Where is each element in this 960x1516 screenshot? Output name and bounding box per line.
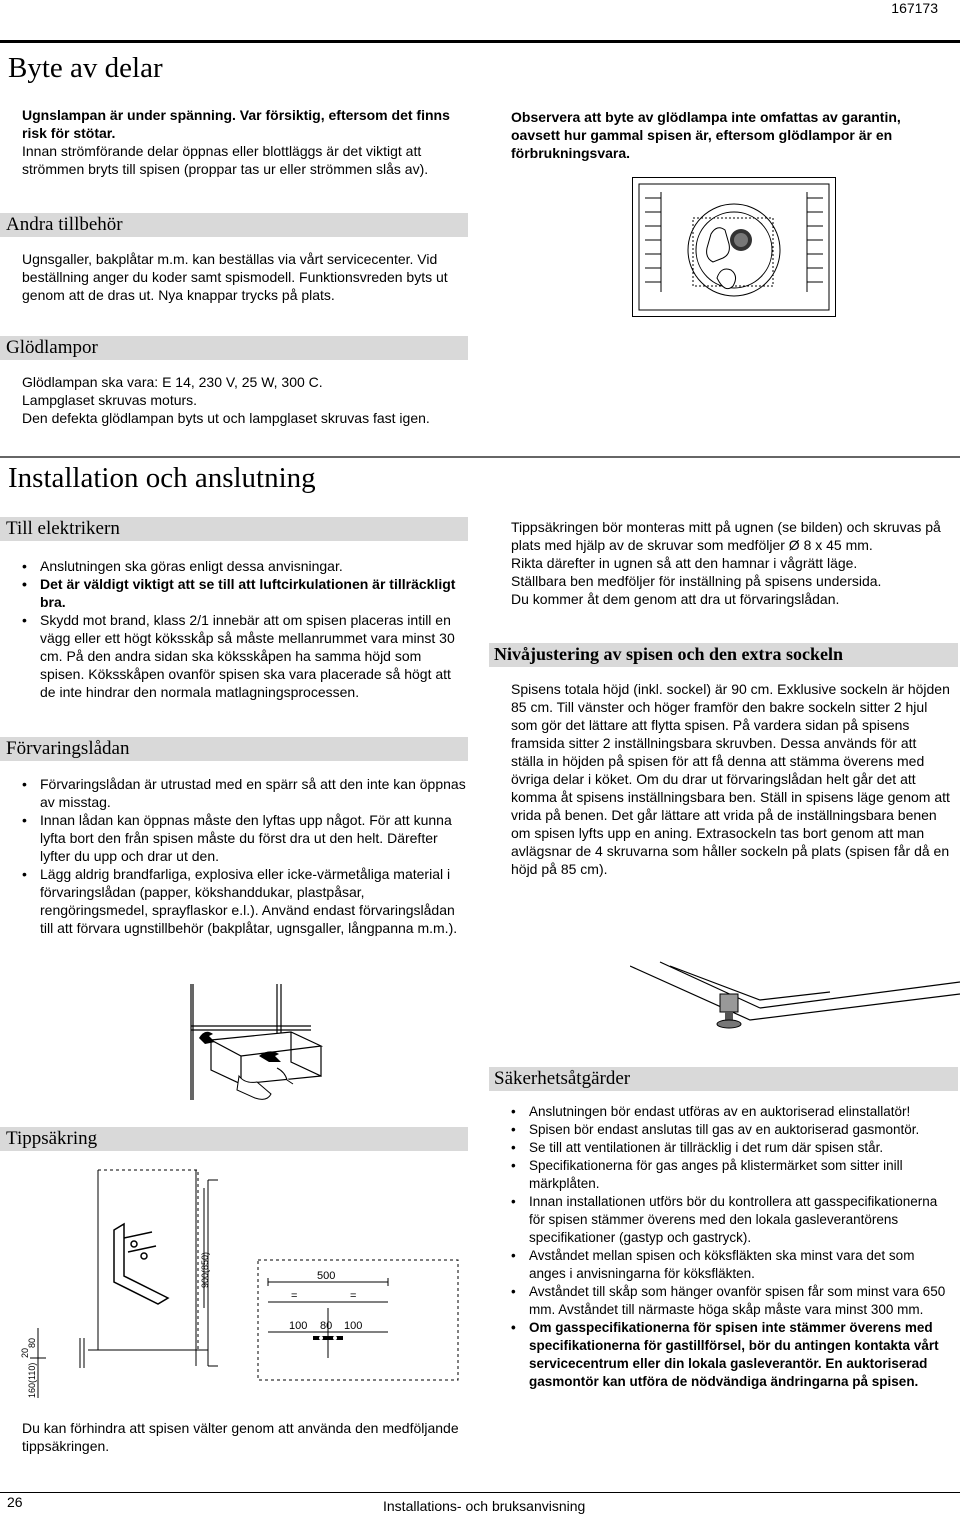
hand-icon [237,1068,293,1099]
tipp-figure [18,1158,468,1403]
section-till-elektrikern [0,517,468,541]
oven-interior-drawing [633,178,835,316]
list-item: • Anslutningen bör endast utföras av en auktoriserad elinstallatör! [511,1103,951,1121]
tipp-drawing [18,1158,468,1403]
glod-heading: Glödlampor [6,337,98,358]
drawer-figure [181,980,331,1105]
page-title: Byte av delar [8,52,163,84]
warning-block [22,106,467,178]
tipp-p4: Du kommer åt dem genom att dra ut förvaringslådan. [511,591,840,607]
dim-vert-80: 80 [27,1337,37,1348]
glod-line2: Lampglaset skruvas moturs. [22,392,198,408]
list-item: • Spisen bör endast anslutas till gas av en auktoriserad gasmontör. [511,1121,951,1139]
list-item: • Lägg aldrig brandfarliga, explosiva eller icke-värmetåliga material i förvaringslådan (papper, kökshanddukar, plastpåsar, rengöringsmedel, sprayflaskor e.l.). Använd endast förvaringslådan till att förvara ugnstillbehör (bakplåtar, ugnsgaller, långpanna m.m.). [22,865,467,937]
list-item: • Innan installationen utförs bör du kontrollera att gasspecifikationerna för spisen stämmer överens med den lokala gasleverantörens specifikationer (gastyp och gastryck). [511,1193,951,1247]
warning-text: Ugnslampan är under spänning. Var försiktig, eftersom det finns risk för stötar. [22,107,450,141]
niva-body: Spisens totala höjd (inkl. sockel) är 90 cm. Exklusive sockeln är höjden 85 cm. Till vänster och höger framför den bakre sockeln sitter 2 hjul som gör det lättare att flytta spisen. På vardera sidan på spisens framsida sitter 2 inställningsbara skruvben. Dessa används för att ställa in höjden på spisen för att få denna att stämma överens med övriga delar i köket. Om du drar ut förvaringslådan helt går det att komma åt spisens inställningsbara ben. Ställ in spisens läge genom att vrida på benen. Det går lättare att vrida på de inställningsbara benen om spisen lyfts upp en aning. Extrasockeln tas bort genom att man avlägsnar de 4 skruvarna som håller sockeln på plats (spisen får då en höjd på 85 cm). [511,681,950,877]
bracket-icon [114,1224,168,1304]
dim-100-b: 100 [344,1320,363,1332]
leveling-figure [630,960,960,1040]
oven-lamp-figure [632,177,836,317]
sakerhet-heading: Säkerhetsåtgärder [494,1068,631,1089]
footer-text: Installations- och bruksanvisning [383,1498,586,1514]
andra-heading: Andra tillbehör [6,214,123,235]
leveling-drawing [630,960,960,1040]
lamp-glass-icon [730,229,752,251]
section-sakerhetsatgarder [489,1067,958,1091]
list-item: • Det är väldigt viktigt att se till att luftcirkulationen är tillräckligt bra. [22,575,467,611]
tipp-p3: Ställbara ben medföljer för inställning på spisens undersida. [511,573,882,589]
section-forvaringsladan [0,737,468,761]
list-item: • Se till att ventilationen är tillräcklig i det rum där spisen står. [511,1139,951,1157]
document-number: 167173 [891,0,938,16]
section-nivajustering [489,643,958,667]
dim-vert-900: 900(850) [200,1251,210,1288]
tipp-caption: Du kan förhindra att spisen välter genom att använda den medföljande tippsäkringen. [22,1420,459,1454]
elektriker-heading: Till elektrikern [6,518,120,539]
adjustable-foot-icon [717,994,741,1028]
dim-eq-1: = [291,1290,298,1302]
dim-vert-160: 160(110) [27,1362,37,1398]
sakerhet-list [511,1103,951,1391]
dim-eq-2: = [350,1290,357,1302]
warning-body: Innan strömförande delar öppnas eller blottläggs är det viktigt att strömmen bryts till spisen (proppar tas ur eller strömmen slås av). [22,143,429,177]
observe-note: Observera att byte av glödlampa inte omfattas av garantin, oavsett hur gammal spisen är, eftersom glödlampor är en förbrukningsvara. [511,109,901,161]
glod-body [22,373,462,427]
list-item: • Skydd mot brand, klass 2/1 innebär att om spisen placeras intill en vägg eller ett högt köksskåp så måste mellanrummet vara minst 30 cm. På den andra sidan ska köksskåpen ha samma höjd som spisen. Köksskåpen ovanför spisen ska vara placerade så högt att de inte hindrar den normala matlagningsprocessen. [22,611,467,701]
list-item: • Specifikationerna för gas anges på klistermärket som sitter inill märkplåten. [511,1157,951,1193]
dim-vert-20: 20 [20,1347,30,1358]
tipp-p1: Tippsäkringen bör monteras mitt på ugnen (se bilden) och skruvas på plats med hjälp av de skruvar som medföljer Ø 8 x 45 mm. [511,519,941,553]
section-andra-tillbehor [0,213,468,237]
header-rule [0,40,960,43]
bracket-icon [313,1336,343,1340]
dim-100-a: 100 [289,1320,308,1332]
section-glodlampor [0,336,468,360]
installation-rule [0,456,960,458]
forvaring-list [22,775,467,937]
dim-500: 500 [317,1270,336,1282]
tippsakring-heading: Tippsäkring [6,1128,98,1149]
list-item: • Avståndet till skåp som hänger ovanför spisen får som minst vara 650 mm. Avståndet till närmaste höga skåp måste vara minst 300 mm. [511,1283,951,1319]
tipp-p2: Rikta därefter in ugnen så att den hamnar i vågrätt läge. [511,555,858,571]
list-item: • Avståndet mellan spisen och köksfläkten ska minst vara det som anges i anvisningarna för köksfläkten. [511,1247,951,1283]
drawer-drawing [181,980,331,1105]
niva-heading: Nivåjustering av spisen och den extra sockeln [494,644,844,664]
glod-line1: Glödlampan ska vara: E 14, 230 V, 25 W, 300 C. [22,374,323,390]
list-item: • Anslutningen ska göras enligt dessa anvisningar. [22,557,467,575]
forvaring-heading: Förvaringslådan [6,738,130,759]
tipp-right-block [511,518,951,608]
section-tippsakring [0,1127,468,1151]
page-number: 26 [7,1494,23,1510]
installation-title: Installation och anslutning [8,462,316,494]
elektriker-list [22,557,467,701]
list-item: • Förvaringslådan är utrustad med en spärr så att den inte kan öppnas av misstag. [22,775,467,811]
footer-rule [0,1492,960,1493]
andra-body: Ugnsgaller, bakplåtar m.m. kan beställas via vårt servicecenter. Vid beställning anger du koder samt spismodell. Funktionsvreden byts ut genom att de dras ut. Nya knappar trycks på plats. [22,251,448,303]
dim-80: 80 [320,1320,333,1332]
list-item: • Innan lådan kan öppnas måste den lyftas upp något. För att kunna lyfta bort den från spisen måste du först dra ut den helt. Därefter lyfter du upp och drar ut den. [22,811,467,865]
list-item: • Om gasspecifikationerna för spisen inte stämmer överens med specifikationerna för gastillförsel, bör du antingen kontakta vårt servicecentrum eller din lokala gasleverantör. En auktoriserad gasmontör kan utföra de nödvändiga ändringarna på spisen. [511,1319,951,1391]
glod-line3: Den defekta glödlampan byts ut och lampglaset skruvas fast igen. [22,410,430,426]
